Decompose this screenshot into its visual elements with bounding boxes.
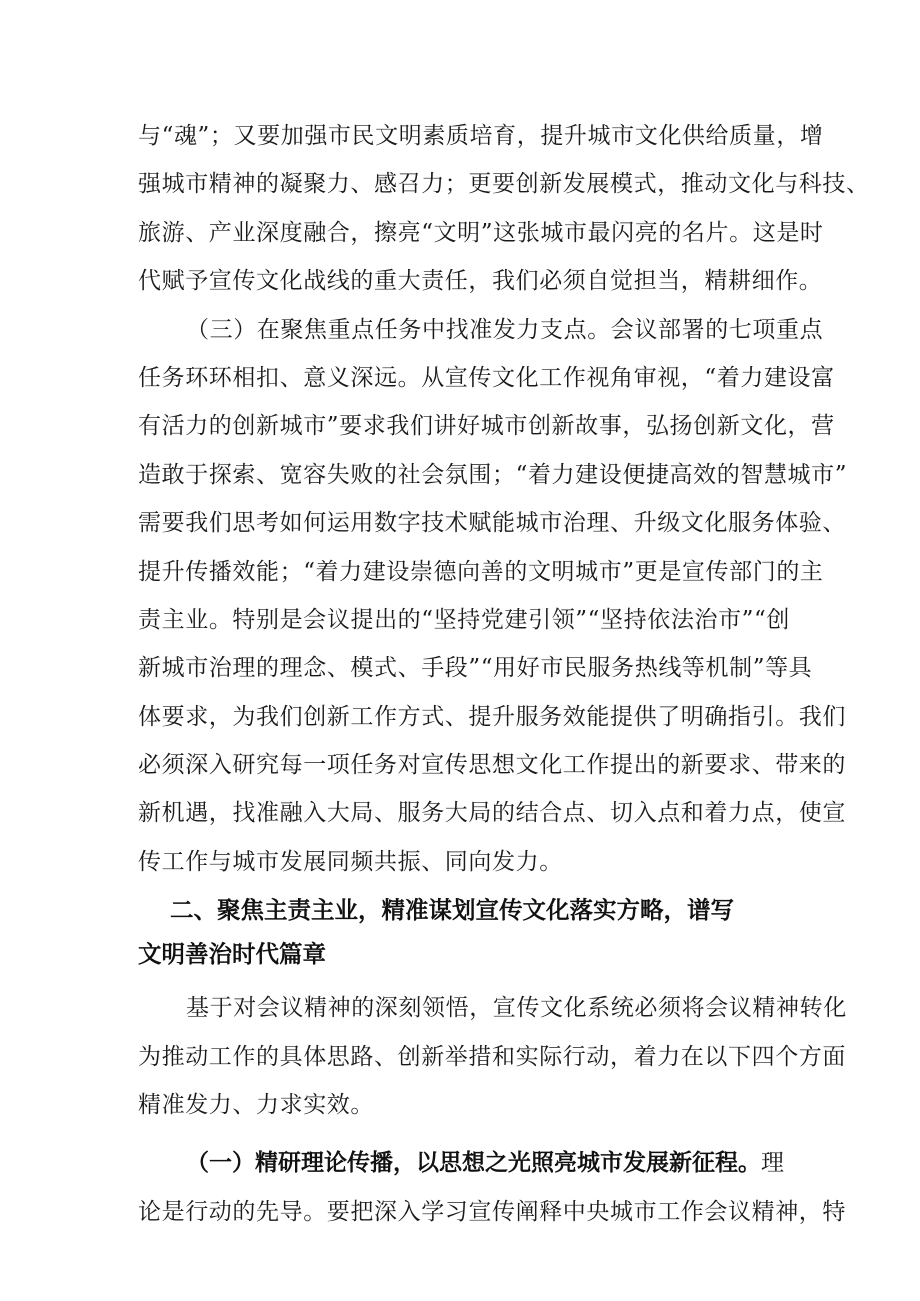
text-line: 新机遇，找准融入大局、服务大局的结合点、切入点和着力点，使宣 bbox=[138, 800, 846, 827]
text-line: 任务环环相扣、意义深远。从宣传文化工作视角审视，“着力建设富 bbox=[138, 364, 835, 391]
subsection-title: （一）精研理论传播，以思想之光照亮城市发展新征程。 bbox=[186, 1150, 761, 1177]
paragraph-section-three bbox=[138, 306, 848, 887]
text-line: 旅游、产业深度融合，擦亮“文明”这张城市最闪亮的名片。这是时 bbox=[138, 219, 824, 246]
text-line: 有活力的创新城市”要求我们讲好城市创新故事，弘扬创新文化，营 bbox=[138, 413, 835, 440]
text-line: 精准发力、力求实效。 bbox=[138, 1092, 374, 1119]
text-line: 与“魂”；又要加强市民文明素质培育，提升城市文化供给质量，增 bbox=[138, 123, 824, 149]
text-line: 传工作与城市发展同频共振、同向发力。 bbox=[138, 848, 563, 875]
text-line bbox=[138, 1139, 790, 1187]
text-line: 需要我们思考如何运用数字技术赋能城市治理、升级文化服务体验、 bbox=[138, 510, 846, 537]
text-line: 强城市精神的凝聚力、感召力；更要创新发展模式，推动文化与科技、 bbox=[138, 171, 870, 198]
text-line: 论是行动的先导。要把深入学习宣传阐释中央城市工作会议精神，特 bbox=[138, 1198, 846, 1225]
text-run: 理 bbox=[761, 1150, 785, 1177]
heading-line: 二、聚焦主责主业，精准谋划宣传文化落实方略，谱写 bbox=[170, 896, 734, 925]
text-line: 提升传播效能；“着力建设崇德向善的文明城市”更是宣传部门的主 bbox=[138, 558, 824, 585]
text-line: 为推动工作的具体思路、创新举措和实际行动，着力在以下四个方面 bbox=[138, 1043, 846, 1070]
text-line: 造敢于探索、宽容失败的社会氛围；“着力建设便捷高效的智慧城市” bbox=[138, 461, 848, 488]
section-heading bbox=[138, 888, 790, 976]
text-line: （三）在聚焦重点任务中找准发力支点。会议部署的七项重点 bbox=[186, 316, 824, 343]
paragraph-subsection-one bbox=[138, 1139, 846, 1236]
document-body bbox=[138, 112, 870, 1236]
text-line: 必须深入研究每一项任务对宣传思想文化工作提出的新要求、带来的 bbox=[138, 752, 846, 779]
text-line: 代赋予宣传文化战线的重大责任，我们必须自觉担当，精耕细作。 bbox=[138, 268, 823, 295]
text-line: 体要求，为我们创新工作方式、提升服务效能提供了明确指引。我们 bbox=[138, 703, 846, 730]
text-line: 基于对会议精神的深刻领悟，宣传文化系统必须将会议精神转化 bbox=[186, 995, 847, 1022]
text-line: 新城市治理的理念、模式、手段”“用好市民服务热线等机制”等具 bbox=[138, 655, 813, 682]
heading-line: 文明善治时代篇章 bbox=[138, 940, 326, 969]
paragraph-intro bbox=[138, 984, 847, 1129]
text-line: 责主业。特别是会议提出的“坚持党建引领”“坚持依法治市”“创 bbox=[138, 606, 790, 633]
paragraph-continuation bbox=[138, 112, 870, 306]
